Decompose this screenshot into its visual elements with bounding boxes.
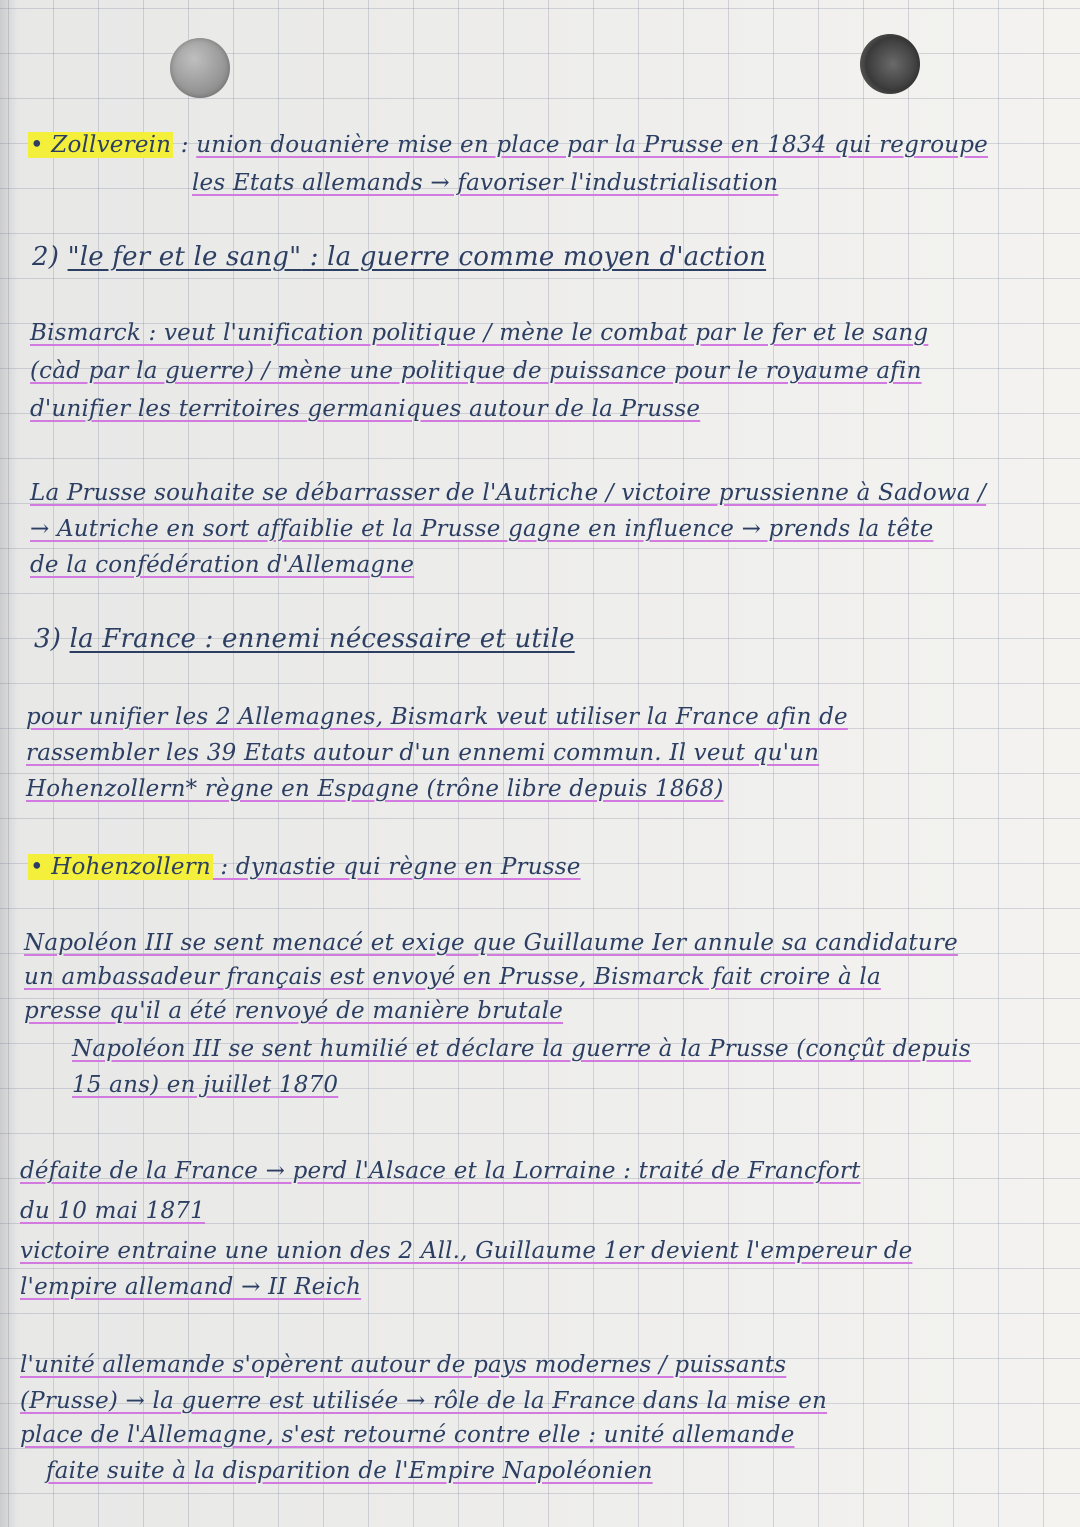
napoleon-text-4: Napoléon III se sent humilié et déclare la guerre à la Prusse (conçût depuis (72, 1036, 971, 1062)
napoleon-line-4 (72, 1034, 971, 1064)
napoleon-line-3 (24, 996, 563, 1026)
bismarck-text-2: (càd par la guerre) / mène une politique de puissance pour le royaume afin (30, 358, 922, 384)
unifier-text-1: pour unifier les 2 Allemagnes, Bismark veut utiliser la France afin de (26, 704, 848, 730)
bismarck-text-3: d'unifier les territoires germaniques autour de la Prusse (30, 396, 701, 422)
bismarck-text-1: Bismarck : veut l'unification politique / mène le combat par le fer et le sang (30, 320, 929, 346)
defaite-text-3: victoire entraine une union des 2 All., Guillaume 1er devient l'empereur de (20, 1238, 913, 1264)
napoleon-text-5: 15 ans) en juillet 1870 (72, 1072, 339, 1098)
unite-text-2: (Prusse) → la guerre est utilisée → rôle de la France dans la mise en (20, 1388, 828, 1414)
bismarck-line-2 (30, 356, 922, 386)
hohenzollern-term: • Hohenzollern (30, 854, 211, 880)
section-2-title-a: "le fer et le sang" (67, 242, 302, 272)
unite-text-1: l'unité allemande s'opèrent autour de pays modernes / puissants (20, 1352, 787, 1378)
defaite-text-1: défaite de la France → perd l'Alsace et la Lorraine : traité de Francfort (20, 1158, 861, 1184)
unifier-text-2: rassembler les 39 Etats autour d'un ennemi commun. Il veut qu'un (26, 740, 820, 766)
unite-line-2 (20, 1386, 827, 1416)
napoleon-line-5 (72, 1070, 338, 1100)
section-3-title: la France : ennemi nécessaire et utile (69, 624, 575, 654)
zollverein-term: • Zollverein (30, 132, 172, 158)
bismarck-line-1 (30, 318, 928, 348)
defaite-line-2 (20, 1196, 205, 1226)
binder-hole-right (860, 34, 920, 94)
section-3-heading (34, 624, 575, 654)
unite-line-3 (20, 1420, 795, 1450)
zollverein-def-1: union douanière mise en place par la Prusse en 1834 qui regroupe (196, 132, 988, 158)
section-2-heading (32, 242, 766, 272)
napoleon-text-3: presse qu'il a été renvoyé de manière brutale (24, 998, 564, 1024)
napoleon-line-1 (24, 928, 958, 958)
unite-line-4 (46, 1456, 653, 1486)
prusse-text-3: de la confédération d'Allemagne (30, 552, 415, 578)
unite-line-1 (20, 1350, 786, 1380)
binder-hole-left (170, 38, 230, 98)
defaite-line-1 (20, 1156, 861, 1186)
prusse-line-3 (30, 550, 414, 580)
unite-text-3: place de l'Allemagne, s'est retourné contre elle : unité allemande (20, 1422, 795, 1448)
hohenzollern-definition (28, 852, 581, 882)
unite-text-4: faite suite à la disparition de l'Empire Napoléonien (46, 1458, 653, 1484)
unifier-line-2 (26, 738, 819, 768)
zollverein-def-2: les Etats allemands → favoriser l'industrialisation (192, 170, 779, 196)
defaite-line-3 (20, 1236, 912, 1266)
hohenzollern-def: : dynastie qui règne en Prusse (212, 854, 581, 880)
napoleon-text-2: un ambassadeur français est envoyé en Prusse, Bismarck fait croire à la (24, 964, 881, 990)
napoleon-line-2 (24, 962, 881, 992)
page-edge-shadow (0, 0, 18, 1527)
prusse-line-1 (30, 478, 986, 508)
zollverein-line-2 (192, 168, 778, 198)
napoleon-text-1: Napoléon III se sent menacé et exige que Guillaume Ier annule sa candidature (24, 930, 958, 956)
unifier-line-3 (26, 774, 724, 804)
section-2-number: 2) (32, 242, 68, 272)
prusse-line-2 (30, 514, 933, 544)
zollverein-sep: : (173, 132, 197, 158)
prusse-text-2: → Autriche en sort affaiblie et la Prusse gagne en influence → prends la tête (30, 516, 934, 542)
section-3-number: 3) (34, 624, 70, 654)
section-2-title-b: : la guerre comme moyen d'action (301, 242, 767, 272)
defaite-line-4 (20, 1272, 361, 1302)
bismarck-line-3 (30, 394, 700, 424)
prusse-text-1: La Prusse souhaite se débarrasser de l'Autriche / victoire prussienne à Sadowa / (30, 480, 987, 506)
defaite-text-2: du 10 mai 1871 (20, 1198, 205, 1224)
unifier-text-3: Hohenzollern* règne en Espagne (trône libre depuis 1868) (26, 776, 724, 802)
zollverein-line-1 (28, 130, 988, 160)
unifier-line-1 (26, 702, 848, 732)
defaite-text-4: l'empire allemand → II Reich (20, 1274, 362, 1300)
